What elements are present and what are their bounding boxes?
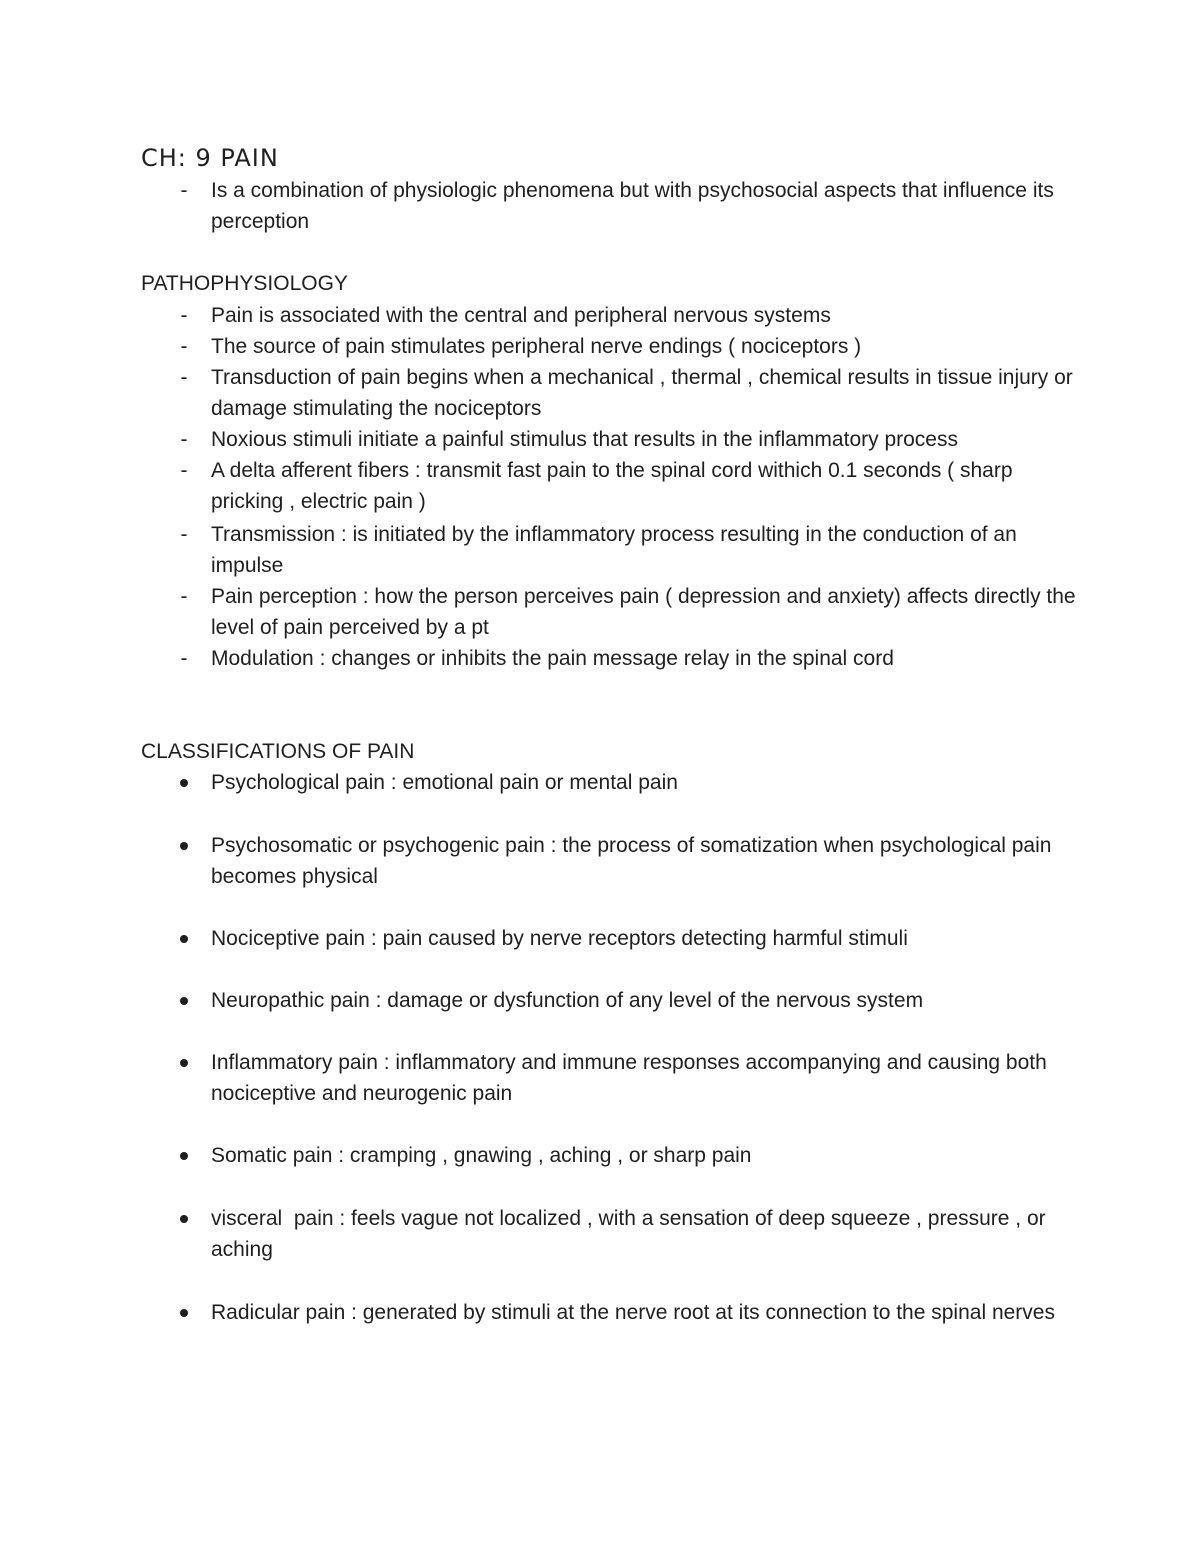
dash-marker: - <box>180 304 188 327</box>
pathophysiology-item <box>141 455 1081 517</box>
classification-item <box>141 830 1081 892</box>
dash-marker: - <box>180 179 188 202</box>
classification-item <box>141 985 1081 1016</box>
dash-marker: - <box>180 647 188 670</box>
pathophysiology-item-text: Transduction of pain begins when a mechanical , thermal , chemical results in tissue injury or damage stimulating the nociceptors <box>211 366 1073 420</box>
dash-marker: - <box>180 459 188 482</box>
classification-item <box>141 923 1081 954</box>
classification-item-text: Psychosomatic or psychogenic pain : the process of somatization when psychological pain becomes physical <box>211 834 1052 888</box>
page-title: CH: 9 PAIN <box>141 144 279 172</box>
classification-item-text: Nociceptive pain : pain caused by nerve receptors detecting harmful stimuli <box>211 927 908 950</box>
classification-item-text: Neuropathic pain : damage or dysfunction of any level of the nervous system <box>211 989 924 1012</box>
classification-item <box>141 1047 1081 1109</box>
classification-item <box>141 1203 1081 1265</box>
classification-item <box>141 1297 1081 1328</box>
pathophysiology-item-text: Modulation : changes or inhibits the pain message relay in the spinal cord <box>211 647 894 670</box>
dash-marker: - <box>180 585 188 608</box>
bullet-marker <box>180 935 188 943</box>
pathophysiology-item-text: The source of pain stimulates peripheral nerve endings ( nociceptors ) <box>211 335 862 358</box>
bullet-marker <box>180 997 188 1005</box>
pathophysiology-item <box>141 581 1081 643</box>
pathophysiology-item <box>141 300 1081 331</box>
bullet-marker <box>180 1215 188 1223</box>
bullet-marker <box>180 779 188 787</box>
bullet-marker <box>180 1059 188 1067</box>
pathophysiology-item <box>141 424 1081 455</box>
dash-marker: - <box>180 335 188 358</box>
classification-item-text: Somatic pain : cramping , gnawing , aching , or sharp pain <box>211 1144 752 1167</box>
classification-item-text: Inflammatory pain : inflammatory and immune responses accompanying and causing both nociceptive and neurogenic pain <box>211 1051 1047 1105</box>
pathophysiology-item <box>141 331 1081 362</box>
bullet-marker <box>180 1152 188 1160</box>
pathophysiology-item-text: Pain is associated with the central and peripheral nervous systems <box>211 304 831 327</box>
intro-item <box>141 175 1081 237</box>
pathophysiology-item-text: Pain perception : how the person perceives pain ( depression and anxiety) affects directly the level of pain perceived by a pt <box>211 585 1076 639</box>
bullet-marker <box>180 1309 188 1317</box>
classification-item-text: visceral pain : feels vague not localized , with a sensation of deep squeeze , pressure , or aching <box>211 1207 1052 1261</box>
pathophysiology-item-text: Noxious stimuli initiate a painful stimulus that results in the inflammatory process <box>211 428 958 451</box>
classification-item-text: Psychological pain : emotional pain or mental pain <box>211 771 678 794</box>
dash-marker: - <box>180 523 188 546</box>
pathophysiology-heading: PATHOPHYSIOLOGY <box>141 272 348 295</box>
pathophysiology-item-text: A delta afferent fibers : transmit fast pain to the spinal cord withich 0.1 seconds ( sharp pricking , electric pain ) <box>211 459 1013 513</box>
bullet-marker <box>180 842 188 850</box>
classification-item <box>141 767 1081 798</box>
classification-item-text: Radicular pain : generated by stimuli at the nerve root at its connection to the spinal nerves <box>211 1301 1055 1324</box>
classification-item <box>141 1140 1081 1171</box>
intro-item-text: Is a combination of physiologic phenomena but with psychosocial aspects that influence its perception <box>211 179 1054 233</box>
dash-marker: - <box>180 366 188 389</box>
pathophysiology-item <box>141 519 1081 581</box>
dash-marker: - <box>180 428 188 451</box>
pathophysiology-item-text: Transmission : is initiated by the inflammatory process resulting in the conduction of an impulse <box>211 523 1017 577</box>
pathophysiology-item <box>141 643 1081 674</box>
pathophysiology-item <box>141 362 1081 424</box>
classifications-heading: CLASSIFICATIONS OF PAIN <box>141 740 415 763</box>
